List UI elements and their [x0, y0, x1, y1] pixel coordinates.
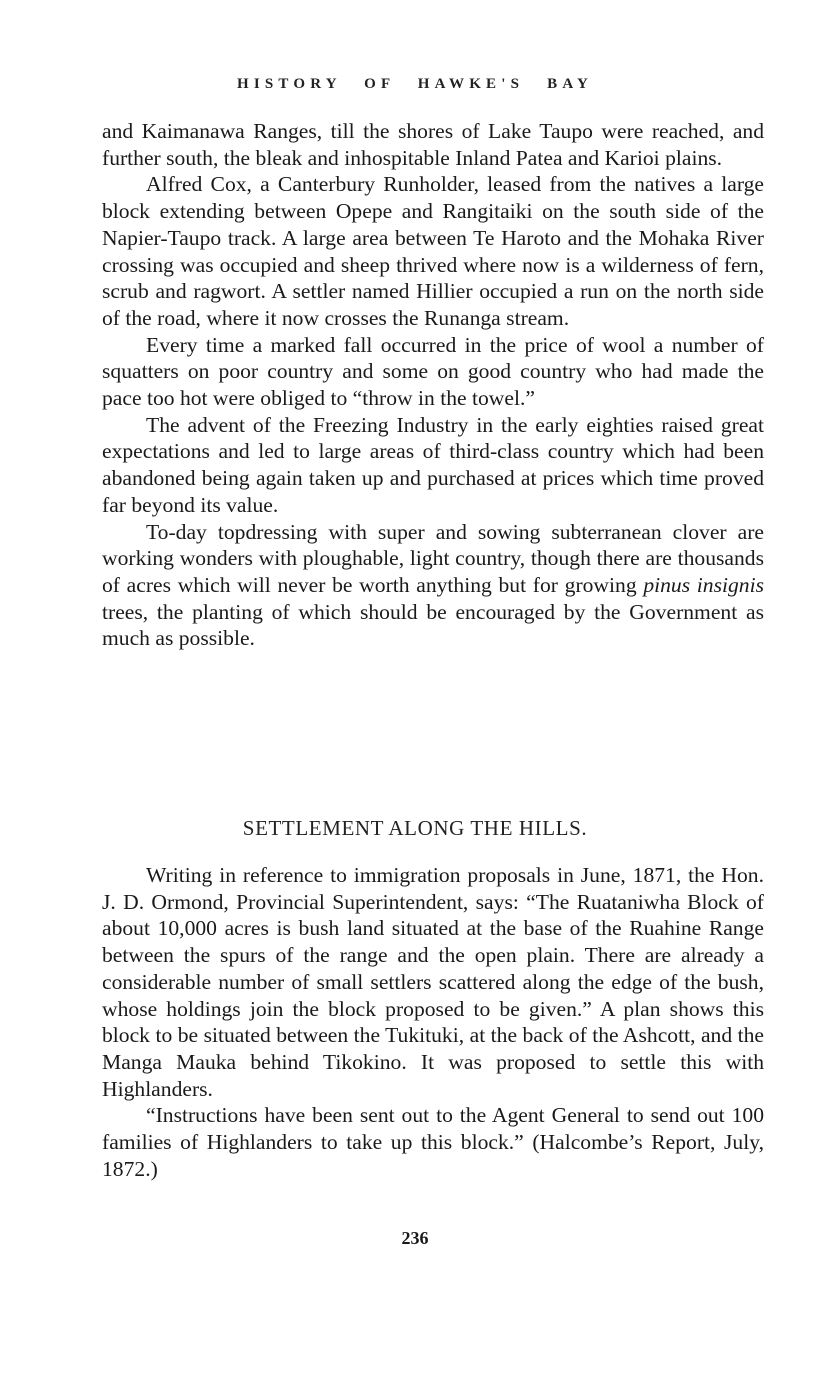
topdressing-text-end: trees, the planting of which should be encouraged by the Government as much as possible. [102, 599, 764, 651]
paragraph-ormond-quote: Writing in reference to immigration proposals in June, 1871, the Hon. J. D. Ormond, Provincial Superintendent, says: “The Ruataniwha Block of about 10,000 acres is bush land situated at the base of the Ruahine Range between the spurs of the range and the open plain. There are already a considerable number of small settlers scattered along the edge of the bush, whose holdings join the block proposed to be given.” A plan shows this block to be situated between the Tukituki, at the back of the Ashcott, and the Manga Mauka behind Tikokino. It was proposed to settle this with Highlanders. [102, 863, 764, 1101]
paragraph-freezing-industry: The advent of the Freezing Industry in the early eighties raised great expectations and led to large areas of third-class country which had been abandoned being again taken up and purchased at prices which time proved far beyond its value. [102, 412, 764, 517]
section-text-block [102, 862, 764, 1182]
paragraph-continuation: and Kaimanawa Ranges, till the shores of Lake Taupo were reached, and further south, the bleak and inhospitable Inland Patea and Karioi plains. [102, 119, 764, 170]
topdressing-text-start: To-day topdressing with super and sowing subterranean clover are working wonders with ploughable, light country, though there are thousands of acres which will never be worth anything but for growing [102, 519, 764, 597]
section-heading: SETTLEMENT ALONG THE HILLS. [242, 816, 588, 840]
paragraph-wool-prices: Every time a marked fall occurred in the price of wool a number of squatters on poor country and some on good country who had made the pace too hot were obliged to “throw in the towel.” [102, 332, 764, 411]
running-head: HISTORY OF HAWKE'S BAY [236, 76, 594, 92]
paragraph-alfred-cox: Alfred Cox, a Canterbury Runholder, leased from the natives a large block extending between Opepe and Rangitaiki on the south side of the Napier-Taupo track. A large area between Te Haroto and the Mohaka River crossing was occupied and sheep thrived where now is a wilderness of fern, scrub and ragwort. A settler named Hillier occupied a run on the north side of the road, where it now crosses the Runanga stream. [102, 172, 764, 330]
species-name-italic: pinus insignis [643, 572, 765, 597]
paragraph-topdressing [102, 519, 764, 653]
paragraph-halcombe-report: “Instructions have been sent out to the Agent General to send out 100 families of Highlanders to take up this block.” (Halcombe’s Report, July, 1872.) [102, 1103, 764, 1181]
page-number: 236 [401, 1228, 429, 1248]
main-text-block [102, 118, 764, 652]
